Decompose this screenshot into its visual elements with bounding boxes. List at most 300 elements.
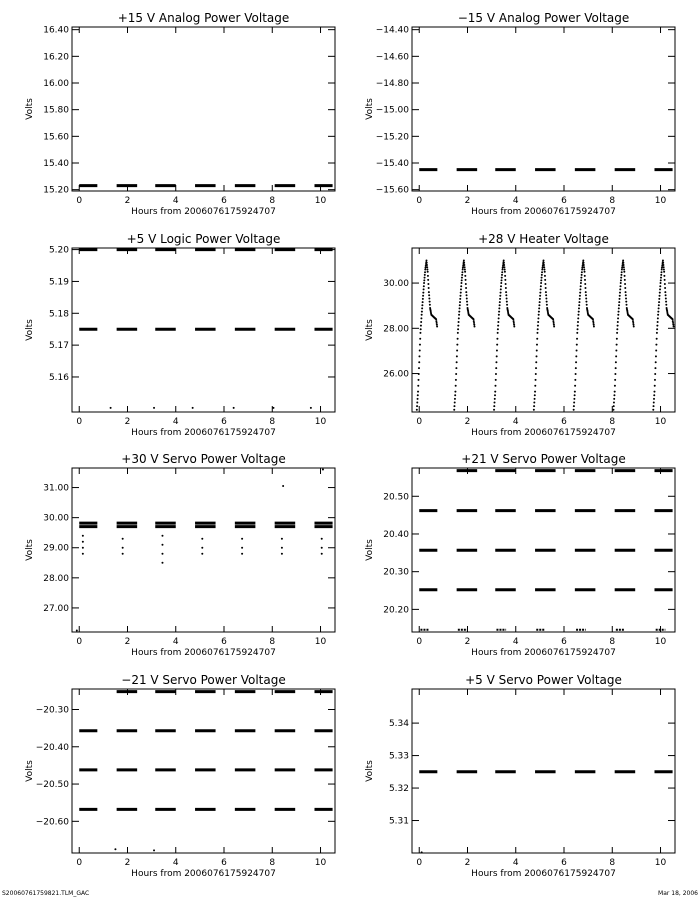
data-point xyxy=(583,262,585,264)
y-tick-label: 20.30 xyxy=(383,567,409,578)
data-point xyxy=(578,301,580,303)
data-point xyxy=(538,314,540,316)
data-point xyxy=(619,295,621,297)
data-point xyxy=(536,332,538,334)
x-tick-label: 8 xyxy=(609,637,616,647)
data-point xyxy=(427,279,429,281)
y-tick-label: −20.30 xyxy=(35,705,69,716)
data-point xyxy=(617,325,619,327)
data-point xyxy=(618,301,620,303)
data-point xyxy=(281,553,283,555)
data-point xyxy=(656,325,658,327)
data-point xyxy=(619,288,621,290)
data-point xyxy=(426,266,428,268)
data-point xyxy=(496,355,498,357)
panel-7 xyxy=(365,673,675,879)
data-point xyxy=(321,547,323,549)
footer-filename: S20060761759821.TLM_GAC xyxy=(2,890,90,897)
data-point xyxy=(623,266,625,268)
x-tick-label: 2 xyxy=(124,196,131,206)
data-point xyxy=(535,361,537,363)
data-point xyxy=(425,267,427,269)
data-point xyxy=(585,294,587,296)
data-point xyxy=(457,332,459,334)
y-tick-label: 31.00 xyxy=(43,483,69,494)
data-point xyxy=(505,287,507,289)
data-point xyxy=(504,275,506,277)
x-tick-label: 2 xyxy=(464,858,471,868)
data-point xyxy=(463,264,465,266)
data-point xyxy=(459,304,461,306)
data-point xyxy=(585,297,587,299)
data-point xyxy=(464,271,466,273)
data-point xyxy=(82,541,84,543)
data-point xyxy=(543,268,545,270)
data-point xyxy=(657,317,659,319)
data-point xyxy=(534,394,536,396)
data-point xyxy=(201,538,203,540)
data-point xyxy=(110,407,112,409)
data-point xyxy=(421,851,423,853)
data-point xyxy=(428,297,430,299)
data-point xyxy=(624,287,626,289)
x-tick-label: 6 xyxy=(221,196,227,206)
data-point xyxy=(428,291,430,293)
y-axis-label: Volts xyxy=(25,98,35,120)
data-point xyxy=(501,279,503,281)
data-point xyxy=(672,324,674,326)
data-point xyxy=(617,314,619,316)
data-point xyxy=(495,367,497,369)
data-point xyxy=(545,287,547,289)
data-point xyxy=(82,553,84,555)
data-point xyxy=(580,277,582,279)
data-point xyxy=(153,407,155,409)
data-point xyxy=(422,298,424,300)
y-tick-label: 15.80 xyxy=(43,105,69,116)
data-point xyxy=(533,405,535,407)
y-tick-label: 15.60 xyxy=(43,132,69,143)
data-point xyxy=(622,259,624,261)
y-tick-label: 5.20 xyxy=(48,245,69,256)
data-point xyxy=(460,282,462,284)
data-point xyxy=(454,401,456,403)
data-point xyxy=(429,304,431,306)
data-point xyxy=(466,294,468,296)
data-point xyxy=(658,304,660,306)
data-point xyxy=(539,295,541,297)
panel-2 xyxy=(25,232,335,438)
x-axis-label: Hours from 2006076175924707 xyxy=(131,648,276,658)
data-point xyxy=(417,391,419,393)
data-point xyxy=(426,264,428,266)
data-point xyxy=(495,361,497,363)
data-point xyxy=(503,264,505,266)
chart-title: +15 V Analog Power Voltage xyxy=(117,11,290,25)
data-point xyxy=(545,297,547,299)
x-tick-label: 4 xyxy=(512,417,519,427)
data-point xyxy=(494,385,496,387)
data-point xyxy=(663,266,665,268)
data-point xyxy=(494,401,496,403)
data-point xyxy=(458,311,460,313)
data-point xyxy=(122,538,124,540)
data-point xyxy=(423,285,425,287)
data-point xyxy=(122,547,124,549)
data-point xyxy=(574,391,576,393)
data-point xyxy=(620,277,622,279)
data-point xyxy=(501,268,503,270)
data-point xyxy=(423,279,425,281)
data-point xyxy=(494,391,496,393)
data-point xyxy=(660,277,662,279)
y-tick-label: 5.32 xyxy=(388,784,409,795)
data-point xyxy=(498,314,500,316)
data-point xyxy=(654,367,656,369)
y-tick-label: 28.00 xyxy=(43,573,69,584)
data-point xyxy=(553,322,555,324)
y-tick-label: 5.19 xyxy=(48,277,69,288)
data-point xyxy=(573,398,575,400)
data-point xyxy=(455,379,457,381)
data-point xyxy=(655,355,657,357)
data-point xyxy=(619,285,621,287)
data-point xyxy=(583,266,585,268)
data-point xyxy=(419,344,421,346)
data-point xyxy=(665,294,667,296)
data-point xyxy=(553,325,555,327)
data-layer xyxy=(419,772,672,854)
data-point xyxy=(573,405,575,407)
data-point xyxy=(657,314,659,316)
data-point xyxy=(161,553,163,555)
data-point xyxy=(576,332,578,334)
data-point xyxy=(652,409,654,411)
data-point xyxy=(657,311,659,313)
x-tick-label: 6 xyxy=(561,858,567,868)
data-point xyxy=(418,373,420,375)
data-point xyxy=(424,277,426,279)
data-point xyxy=(513,320,515,322)
x-tick-label: 0 xyxy=(416,637,423,647)
chart-title: +21 V Servo Power Voltage xyxy=(461,452,626,466)
data-point xyxy=(614,385,616,387)
data-point xyxy=(424,274,426,276)
data-point xyxy=(493,409,495,411)
x-axis-label: Hours from 2006076175924707 xyxy=(131,207,276,217)
data-layer xyxy=(79,692,332,852)
data-point xyxy=(616,338,618,340)
data-point xyxy=(664,279,666,281)
data-point xyxy=(458,321,460,323)
data-point xyxy=(664,283,666,285)
data-point xyxy=(538,307,540,309)
data-point xyxy=(420,325,422,327)
data-point xyxy=(584,271,586,273)
chart-title: +5 V Servo Power Voltage xyxy=(465,673,622,687)
data-point xyxy=(660,279,662,281)
data-point xyxy=(322,469,324,471)
x-tick-label: 0 xyxy=(416,417,423,427)
data-point xyxy=(424,271,426,273)
data-point xyxy=(500,282,502,284)
data-point xyxy=(497,321,499,323)
data-point xyxy=(578,311,580,313)
data-point xyxy=(623,271,625,273)
data-point xyxy=(653,405,655,407)
data-point xyxy=(535,373,537,375)
data-point xyxy=(585,291,587,293)
data-point xyxy=(615,367,617,369)
data-point xyxy=(465,279,467,281)
y-tick-label: −15.60 xyxy=(375,185,409,196)
data-point xyxy=(503,266,505,268)
data-point xyxy=(453,405,455,407)
data-point xyxy=(460,292,462,294)
data-point xyxy=(537,325,539,327)
data-point xyxy=(584,275,586,277)
panel-5 xyxy=(365,452,675,658)
data-point xyxy=(539,292,541,294)
y-axis-label: Volts xyxy=(25,760,35,782)
data-point xyxy=(616,332,618,334)
data-point xyxy=(426,268,428,270)
data-point xyxy=(506,301,508,303)
data-point xyxy=(543,264,545,266)
data-point xyxy=(543,262,545,264)
data-point xyxy=(632,322,634,324)
x-tick-label: 8 xyxy=(609,858,616,868)
data-point xyxy=(421,307,423,309)
x-tick-label: 8 xyxy=(269,417,276,427)
chart-title: −21 V Servo Power Voltage xyxy=(121,673,286,687)
data-point xyxy=(494,394,496,396)
data-point xyxy=(459,298,461,300)
plot-frame xyxy=(412,27,675,191)
data-point xyxy=(578,307,580,309)
x-tick-label: 2 xyxy=(464,417,471,427)
y-tick-label: −14.60 xyxy=(375,52,409,63)
data-point xyxy=(574,394,576,396)
data-point xyxy=(542,267,544,269)
data-point xyxy=(619,292,621,294)
x-tick-label: 0 xyxy=(76,196,83,206)
data-point xyxy=(421,304,423,306)
chart-title: +28 V Heater Voltage xyxy=(478,232,609,246)
y-tick-label: 27.00 xyxy=(43,603,69,614)
data-point xyxy=(423,288,425,290)
data-point xyxy=(540,285,542,287)
data-point xyxy=(427,283,429,285)
y-tick-label: 20.50 xyxy=(383,492,409,503)
data-point xyxy=(454,394,456,396)
x-tick-label: 4 xyxy=(512,858,519,868)
plot-frame xyxy=(72,468,335,632)
data-point xyxy=(454,398,456,400)
data-point xyxy=(429,301,431,303)
data-point xyxy=(416,401,418,403)
data-point xyxy=(422,292,424,294)
data-point xyxy=(82,535,84,537)
data-point xyxy=(456,361,458,363)
data-point xyxy=(621,267,623,269)
y-tick-label: 26.00 xyxy=(383,369,409,380)
data-point xyxy=(552,318,554,320)
data-point xyxy=(584,283,586,285)
x-tick-label: 2 xyxy=(124,637,131,647)
data-point xyxy=(473,320,475,322)
data-point xyxy=(620,274,622,276)
data-point xyxy=(656,338,658,340)
data-point xyxy=(576,344,578,346)
data-point xyxy=(421,314,423,316)
data-layer xyxy=(416,259,675,410)
x-tick-label: 0 xyxy=(76,637,83,647)
data-point xyxy=(419,349,421,351)
x-tick-label: 10 xyxy=(654,637,667,647)
data-point xyxy=(418,367,420,369)
data-point xyxy=(425,259,427,261)
data-point xyxy=(654,385,656,387)
x-tick-label: 4 xyxy=(512,196,519,206)
data-point xyxy=(660,271,662,273)
data-point xyxy=(544,279,546,281)
data-point xyxy=(575,355,577,357)
x-tick-label: 8 xyxy=(269,196,276,206)
data-point xyxy=(466,297,468,299)
y-tick-label: −20.60 xyxy=(35,817,69,828)
data-point xyxy=(500,288,502,290)
data-point xyxy=(536,349,538,351)
x-axis-label: Hours from 2006076175924707 xyxy=(471,869,616,879)
data-point xyxy=(654,373,656,375)
data-point xyxy=(161,544,163,546)
data-point xyxy=(584,279,586,281)
x-tick-label: 4 xyxy=(172,417,179,427)
data-point xyxy=(614,391,616,393)
panel-3 xyxy=(365,232,675,438)
data-point xyxy=(618,307,620,309)
data-point xyxy=(201,547,203,549)
data-point xyxy=(616,328,618,330)
data-point xyxy=(533,409,535,411)
data-point xyxy=(420,328,422,330)
data-point xyxy=(577,328,579,330)
data-point xyxy=(281,547,283,549)
data-point xyxy=(615,349,617,351)
data-layer xyxy=(76,469,333,632)
y-tick-label: 5.34 xyxy=(388,719,409,730)
y-tick-label: −14.80 xyxy=(375,79,409,89)
data-point xyxy=(619,298,621,300)
data-point xyxy=(578,304,580,306)
x-tick-label: 6 xyxy=(561,637,567,647)
x-tick-label: 0 xyxy=(76,858,83,868)
data-point xyxy=(672,318,674,320)
data-point xyxy=(659,295,661,297)
data-point xyxy=(421,311,423,313)
data-point xyxy=(428,287,430,289)
y-tick-label: −20.50 xyxy=(35,780,69,791)
y-tick-label: 28.00 xyxy=(383,324,409,335)
data-point xyxy=(281,538,283,540)
data-point xyxy=(620,279,622,281)
data-point xyxy=(621,268,623,270)
y-tick-label: 30.00 xyxy=(383,279,409,290)
data-point xyxy=(541,268,543,270)
data-point xyxy=(543,266,545,268)
data-point xyxy=(241,547,243,549)
data-point xyxy=(653,401,655,403)
data-point xyxy=(579,288,581,290)
data-point xyxy=(533,401,535,403)
data-point xyxy=(459,295,461,297)
y-axis-label: Volts xyxy=(365,760,375,782)
y-tick-label: 5.17 xyxy=(48,341,69,352)
data-point xyxy=(537,328,539,330)
data-point xyxy=(624,279,626,281)
data-point xyxy=(575,361,577,363)
data-point xyxy=(659,292,661,294)
data-point xyxy=(544,271,546,273)
data-point xyxy=(658,301,660,303)
data-point xyxy=(579,292,581,294)
x-tick-label: 4 xyxy=(172,196,179,206)
x-axis-label: Hours from 2006076175924707 xyxy=(131,428,276,438)
data-point xyxy=(580,282,582,284)
data-point xyxy=(541,277,543,279)
data-point xyxy=(615,355,617,357)
data-point xyxy=(616,344,618,346)
data-point xyxy=(473,318,475,320)
plot-frame xyxy=(72,27,335,191)
data-point xyxy=(580,279,582,281)
data-point xyxy=(662,264,664,266)
data-point xyxy=(544,275,546,277)
y-tick-label: 29.00 xyxy=(43,543,69,554)
y-tick-label: 16.00 xyxy=(43,79,69,89)
data-point xyxy=(581,267,583,269)
y-axis-label: Volts xyxy=(25,319,35,341)
data-point xyxy=(436,325,438,327)
data-point xyxy=(536,355,538,357)
data-point xyxy=(501,274,503,276)
data-point xyxy=(618,311,620,313)
y-axis-label: Volts xyxy=(365,539,375,561)
data-point xyxy=(673,325,675,327)
panel-4 xyxy=(25,452,335,658)
data-point xyxy=(624,275,626,277)
data-point xyxy=(457,325,459,327)
data-point xyxy=(632,318,634,320)
y-tick-label: 20.20 xyxy=(383,605,409,616)
data-point xyxy=(499,295,501,297)
data-point xyxy=(663,275,665,277)
data-point xyxy=(576,349,578,351)
data-point xyxy=(624,283,626,285)
data-point xyxy=(655,361,657,363)
data-point xyxy=(576,338,578,340)
data-point xyxy=(428,294,430,296)
data-point xyxy=(436,322,438,324)
data-point xyxy=(505,294,507,296)
data-point xyxy=(577,314,579,316)
data-point xyxy=(233,407,235,409)
data-point xyxy=(625,291,627,293)
data-point xyxy=(625,301,627,303)
data-point xyxy=(201,553,203,555)
data-point xyxy=(546,301,548,303)
